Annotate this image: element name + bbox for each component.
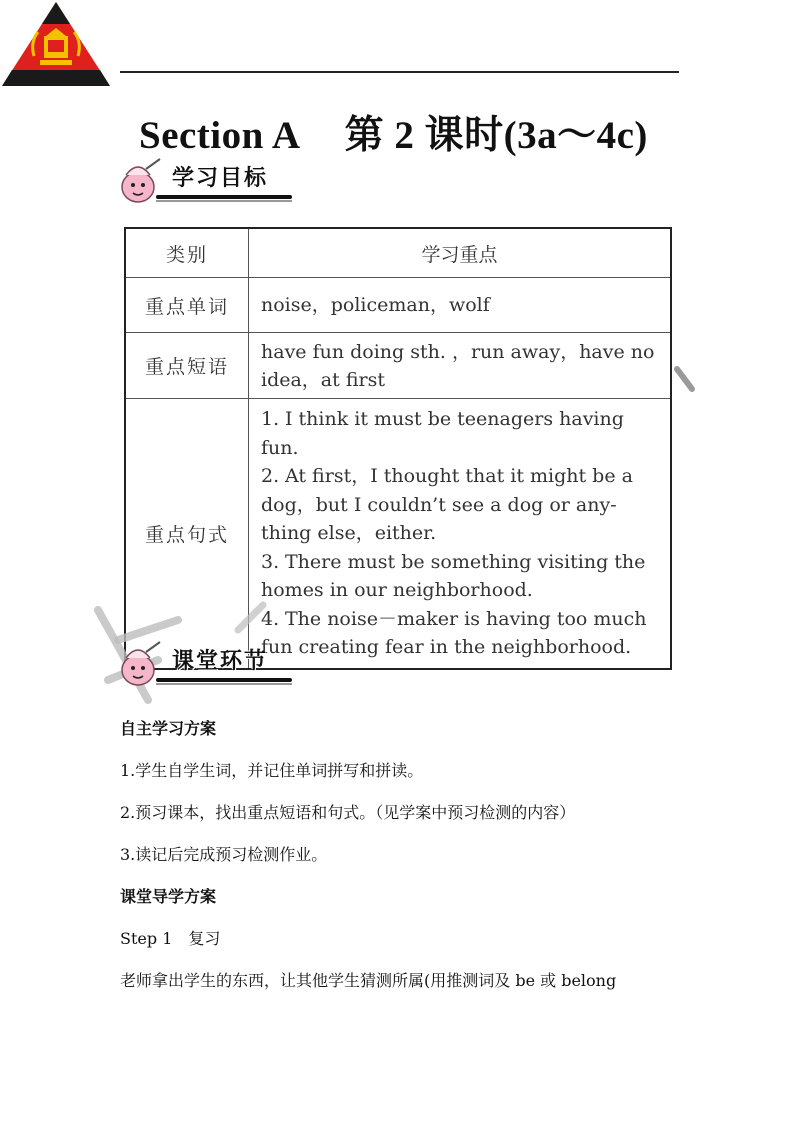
title-lesson: 第 2 课时(3a～4c)	[344, 114, 648, 157]
step1-heading: Step 1 复习	[120, 929, 221, 948]
header-category: 类别	[125, 228, 249, 278]
guide-title: 课堂导学方案	[120, 887, 217, 906]
self-study-item: 2.预习课本，找出重点短语和句式。（见学案中预习检测的内容）	[120, 803, 576, 822]
title-section: Section A	[139, 114, 301, 157]
sentence-item	[261, 462, 660, 548]
heading-underline	[156, 195, 292, 199]
header-rule	[120, 71, 679, 73]
row-content: noise，policeman，wolf	[249, 278, 672, 333]
sentence-text: There must be something visiting the homes in our neighborhood.	[261, 550, 646, 601]
table-row	[125, 333, 671, 399]
sentence-number: 2.	[261, 465, 280, 487]
sentence-item	[261, 405, 660, 462]
class-heading-label: 课堂环节	[172, 649, 269, 674]
self-study-item: 3.读记后完成预习检测作业。	[120, 845, 328, 864]
heading-underline	[156, 678, 292, 682]
goals-heading	[116, 157, 316, 209]
sentence-item	[261, 605, 660, 662]
step1-text: 老师拿出学生的东西，让其他学生猜测所属(用推测词及 be 或 belong	[120, 971, 617, 990]
watermark-mark	[672, 364, 702, 394]
school-logo	[0, 0, 112, 88]
sentence-list	[249, 399, 672, 669]
heading-underline-thin	[156, 200, 292, 202]
sentence-text: I think it must be teenagers having fun.	[261, 408, 624, 459]
page-title	[139, 104, 699, 160]
goals-heading-label: 学习目标	[172, 166, 269, 191]
sentence-text: The noise－maker is having too much fun creating fear in the neighborhood.	[261, 607, 647, 658]
heading-underline-thin	[156, 683, 292, 685]
sentence-number: 3.	[261, 550, 280, 573]
self-study-item: 1.学生自学生词，并记住单词拼写和拼读。	[120, 761, 424, 780]
class-heading	[116, 640, 316, 692]
sentence-item	[261, 548, 660, 605]
sentence-number: 1.	[261, 408, 280, 430]
header-focus: 学习重点	[249, 228, 672, 278]
row-category: 重点句式	[125, 399, 249, 669]
table-row	[125, 278, 671, 333]
sentence-number: 4.	[261, 607, 280, 630]
self-study-title: 自主学习方案	[120, 719, 217, 738]
table-header-row	[125, 228, 671, 278]
row-category: 重点短语	[125, 333, 249, 399]
sentence-text: At first，I thought that it might be a dog，but I couldn’t see a dog or any-thing else，either.	[261, 465, 633, 544]
row-category: 重点单词	[125, 278, 249, 333]
row-content: have fun doing sth. ，run away，have no idea，at first	[249, 333, 672, 399]
